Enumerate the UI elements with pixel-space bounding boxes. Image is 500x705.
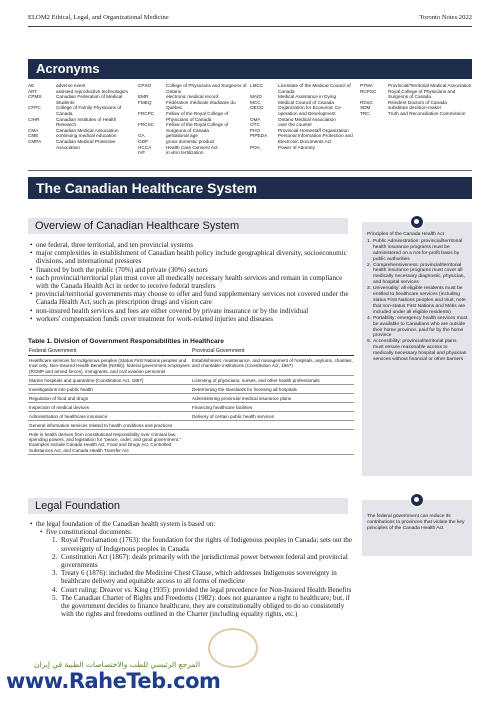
acronym-definition: College of Physicians and Surgeons of Ontario <box>166 83 247 94</box>
federal-note-sidebar <box>362 500 472 556</box>
acronym-definition: Royal College of Physicians and Surgeons of Canada <box>388 88 456 100</box>
acronym-row <box>138 111 248 122</box>
list-item: • each provincial/territorial plan must cover all medically necessary health services and remain in compliance with the Canada Health Act in order to receive federal transfers <box>30 274 356 290</box>
federal-cell: Healthcare services for Indigenous peoples (Status First Nations peoples and Inuit only. Non-Insured Health Benefits (NIHB)), federal government employees (RCMP and armed forces), immigrants, and civil aviation personnel <box>28 356 191 376</box>
acronym-abbr: RDoC <box>360 99 373 105</box>
federal-cell: Role in health derives from constitutional responsibility over criminal law, spending powers, and legislation for "peace, order, and good government." Examples include Canada Health Act, Food and Drugs Act, Controlled Substances Act, and Canada Health Transfer Act <box>28 430 191 455</box>
sidebar-principle-list <box>367 239 468 363</box>
acronym-definition: Medical Assistance in Dying <box>278 94 337 100</box>
acronym-definition: Fellow of the Royal College of Physicians of Canada <box>166 110 229 122</box>
acronym-abbr: CFPC <box>28 105 41 111</box>
watermark-arabic-text: المرجع الرئيسي للطب والاختصاصات الطبية في إيران <box>34 660 201 669</box>
acronym-definition: Licentiate of the Medical Council of Canada <box>278 83 351 94</box>
cha-principles-sidebar <box>362 222 472 476</box>
provincial-cell: Administering provincial medical insurance plans <box>191 394 354 403</box>
sidebar-principle <box>367 263 468 287</box>
acronym-abbr: AE <box>28 83 35 88</box>
responsibilities-table <box>28 348 354 455</box>
table-row <box>28 412 354 421</box>
provincial-cell <box>191 430 354 455</box>
acronym-abbr: FMEQ <box>138 99 152 105</box>
acronym-definition: Canadian Institutes of Health Research <box>56 116 117 128</box>
table-row <box>28 394 354 403</box>
acronym-abbr: CMPA <box>28 138 42 144</box>
acronym-definition: Truth and Reconciliation Commission <box>388 110 466 116</box>
acronym-column-3 <box>250 83 358 150</box>
acronym-row <box>250 133 358 144</box>
acronym-definition: Medical Council of Canada <box>278 99 335 105</box>
list-item <box>52 586 356 594</box>
principle-number: 5. <box>367 339 372 345</box>
acronym-row <box>360 111 472 117</box>
acronym-row <box>28 94 136 105</box>
legal-sub-list <box>36 528 356 618</box>
acronym-definition: Resident Doctors of Canada <box>388 99 447 105</box>
table-header-federal: Federal Government <box>28 348 191 356</box>
acronym-abbr: EMR <box>138 94 149 100</box>
list-item: • workers' compensation funds cover treatment for work-related injuries and diseases <box>30 315 356 323</box>
table-title: Table 1. Division of Government Responsibilities in Healthcare <box>28 338 224 345</box>
document-number: 1. <box>52 536 58 545</box>
acronym-row <box>250 145 358 151</box>
acronym-row <box>138 122 248 133</box>
watermark <box>6 660 236 700</box>
sidebar-principle <box>367 339 468 363</box>
acronym-abbr: IVF <box>138 150 146 156</box>
principle-text: Comprehensiveness: provincial/territorial health insurance programs must cover all medically necessary diagnostic, physician, and hospital services <box>373 262 465 286</box>
acronym-row <box>250 105 358 116</box>
acronym-definition: Canadian Medical Protective Association <box>56 138 116 150</box>
overview-bullet-list <box>30 241 356 323</box>
header-chapter: ELOM2 Ethical, Legal, and Organizational Medicine <box>28 14 169 21</box>
acronym-row <box>28 117 136 128</box>
provincial-cell: Financing healthcare facilities <box>191 403 354 412</box>
table-row <box>28 430 354 455</box>
document-text: Royal Proclamation (1763): the foundation for the rights of Indigenous peoples in Canada; sets out the sovereignty of Indigenous peoples in Canada <box>61 536 352 553</box>
federal-note-text: The federal government can reduce its contributions to provinces that violate the key principles of the Canada Health Act <box>367 514 465 531</box>
acronym-abbr: FRCPC <box>138 110 155 116</box>
list-item <box>52 553 356 569</box>
document-number: 5. <box>52 593 58 602</box>
acronym-abbr: LMCC <box>250 83 264 88</box>
document-number: 3. <box>52 569 58 578</box>
acronym-abbr: CPMS <box>28 94 42 100</box>
document-text: Court ruling: Dreaver vs. King (1935): provided the legal precedence for Non-Insured Health Benefits <box>61 585 352 594</box>
acronym-abbr: PTMA <box>360 83 374 88</box>
acronym-definition: assisted reproductive technologies <box>56 88 128 94</box>
acronym-column-2 <box>138 83 248 156</box>
document-text: The Canadian Charter of Rights and Freedoms (1982): does not guarantee a right to healthcare; but, if the government decides to finance healthcare, they are constitutionally obliged to do so consistently with the rights and freedoms outlined in the Charter (including equality rights, etc.) <box>61 593 350 619</box>
legal-heading: Legal Foundation <box>28 498 348 514</box>
acronym-abbr: ART <box>28 88 38 94</box>
table-row <box>28 403 354 412</box>
acronym-abbr: CPSO <box>138 83 152 88</box>
legal-sub-intro: five constitutional documents: <box>46 528 132 537</box>
acronym-column-1 <box>28 83 136 150</box>
table-row <box>28 356 354 376</box>
acronym-row <box>138 100 248 111</box>
document-number: 2. <box>52 552 58 561</box>
overview-heading: Overview of Canadian Healthcare System <box>28 218 348 234</box>
principle-number: 1. <box>367 238 372 244</box>
acronym-definition: electronic medical record <box>166 94 219 100</box>
sidebar-principle <box>367 286 468 316</box>
acronym-definition: Personal Information Protection and Electronic Documents Act <box>278 133 353 144</box>
acronym-abbr: HCCA <box>138 144 152 150</box>
list-item <box>52 594 356 619</box>
acronym-row <box>138 150 248 156</box>
acronym-definition: Canadian Medical Association <box>56 127 119 133</box>
federal-cell: General information services related to health conditions and practices <box>28 421 191 430</box>
principle-text: Accessibility: provincial/territorial plans must ensure reasonable access to medically necessary hospital and physician services without financial or other barriers <box>373 339 467 363</box>
acronym-abbr: GA <box>138 133 145 139</box>
list-item <box>52 536 356 552</box>
list-item: • non-insured health services and fees are either covered by private insurance or by the individual <box>30 307 356 315</box>
sidebar-principle <box>367 239 468 263</box>
info-badge-icon <box>410 493 424 507</box>
header-rule <box>28 26 472 27</box>
table-row <box>28 385 354 394</box>
sidebar-title: Principles of the Canada Health Act <box>367 232 444 237</box>
table-row <box>28 376 354 385</box>
table-header-provincial: Provincial Government <box>191 348 354 356</box>
legal-intro: the legal foundation of the Canadian health system is based on: <box>36 520 216 528</box>
acronym-abbr: PHO <box>250 127 261 133</box>
acronym-abbr: OMA <box>250 116 261 122</box>
list-item <box>30 520 356 618</box>
provincial-cell: Delivery of certain public health services <box>191 412 354 421</box>
list-item <box>40 528 356 618</box>
principle-text: Public Administration: provincial/territorial health insurance programs must be administered on a not-for-profit basis by public authorities <box>373 238 463 262</box>
principle-number: 3. <box>367 286 372 292</box>
acronym-abbr: OECD <box>250 105 264 111</box>
acronym-definition: Organization for Economic Co-operation and Development <box>278 105 343 116</box>
acronym-abbr: TRC <box>360 110 370 116</box>
acronym-row <box>250 83 358 94</box>
acronym-abbr: CMA <box>28 127 39 133</box>
acronym-definition: Fellow of the Royal College of Surgeons of Canada <box>166 122 229 133</box>
list-item: • provincial/territorial governments may choose to offer and fund supplementary services not covered under the Canada Health Act, such as prescription drugs and vision care <box>30 290 356 306</box>
acronym-abbr: FRCSC <box>138 122 155 128</box>
acronym-abbr: GDP <box>138 138 149 144</box>
acronym-row <box>28 105 136 116</box>
acronyms-block <box>28 79 472 171</box>
provincial-cell <box>191 421 354 430</box>
acronym-definition: Power of Attorney <box>278 144 315 150</box>
acronym-definition: adverse event <box>56 83 86 88</box>
federal-cell: Investigations into public health <box>28 385 191 394</box>
acronym-definition: gross domestic product <box>166 138 215 144</box>
sidebar-principle <box>367 316 468 340</box>
acronym-definition: Provincial Homestaff Organization <box>278 127 349 133</box>
acronym-definition: College of Family Physicians of Canada <box>56 105 122 116</box>
acronym-definition: Health Care Consent Act <box>166 144 218 150</box>
acronym-definition: in vitro fertilization <box>166 150 204 156</box>
acronym-row <box>360 89 472 100</box>
federal-cell: Administration of healthcare insurance <box>28 412 191 421</box>
acronym-definition: Provincial/Territorial Medical Association <box>388 83 472 88</box>
legal-bullet-list <box>30 520 356 618</box>
principle-text: Portability: emergency health services must be available to Canadians who are outside their home province, paid for by the home province <box>373 315 468 339</box>
federal-cell: Regulation of food and drugs <box>28 394 191 403</box>
watermark-url: www.RaheTeb.com <box>6 669 221 693</box>
acronym-definition: Canadian Federation of Medical Students <box>56 94 123 105</box>
acronym-abbr: POA <box>250 144 260 150</box>
acronym-column-4 <box>360 83 472 117</box>
acronym-definition: over the counter <box>278 122 312 128</box>
acronym-definition: gestational age <box>166 133 198 139</box>
acronym-abbr: OTC <box>250 122 260 128</box>
list-item: • major complexities in establishment of Canadian health policy include geographical diversity, socioeconomic divisions, and international pressures <box>30 249 356 265</box>
header-edition: Toronto Notes 2022 <box>419 14 472 21</box>
provincial-cell: Licensing of physicians, nurses, and other health professionals <box>191 376 354 385</box>
acronyms-banner: Acronyms <box>28 59 472 79</box>
acronym-definition: Ontario Medical Association <box>278 116 336 122</box>
acronym-abbr: RCPSC <box>360 88 377 94</box>
principle-number: 4. <box>367 315 372 321</box>
document-number: 4. <box>52 585 58 594</box>
acronym-definition: continuing medical education <box>56 133 117 139</box>
provincial-cell: Establishment, maintenance, and management of hospitals, asylums, charities, and charitable institutions (Constitution Act, 1867) <box>191 356 354 376</box>
document-text: Treaty 6 (1876): included the Medicine Chest Clause, which addresses Indigenous sovereignty in healthcare delivery and equitable access to all forms of medicine <box>61 569 337 586</box>
acronym-abbr: SDM <box>360 105 371 111</box>
table-header-row <box>28 348 354 356</box>
constitutional-document-list <box>46 536 356 618</box>
acronym-abbr: CIHR <box>28 116 40 122</box>
table-row <box>28 421 354 430</box>
list-item: • one federal, three territorial, and ten provincial systems <box>30 241 356 249</box>
acronym-row <box>138 83 248 94</box>
acronym-definition: substitute decision-maker <box>388 105 442 111</box>
acronym-abbr: CME <box>28 133 39 139</box>
system-banner: The Canadian Healthcare System <box>28 177 472 199</box>
acronym-abbr: MAID <box>250 94 262 100</box>
list-item: • financed by both the public (70%) and private (30%) sectors <box>30 266 356 274</box>
acronym-abbr: PIPEDA <box>250 133 268 139</box>
acronym-row <box>28 139 136 150</box>
federal-cell: Inspection of medical devices <box>28 403 191 412</box>
federal-cell: Marine hospitals and quarantine (Constitution Act, 1867) <box>28 376 191 385</box>
list-item <box>52 569 356 585</box>
provincial-cell: Determining the standards for licensing all hospitals <box>191 385 354 394</box>
acronym-definition: Fédération médicale étudiante du Québec <box>166 99 236 111</box>
principle-text: Universality: all eligible residents must be entitled to healthcare services (including status First Nations peoples and Inuit; note that non-status First Nations and Métis are included under all eligible residents) <box>373 286 466 315</box>
principle-number: 2. <box>367 262 372 268</box>
document-text: Constitution Act (1867): deals primarily with the jurisdictional power between federal and provincial governments <box>61 552 348 570</box>
acronym-abbr: MCC <box>250 99 261 105</box>
info-badge-icon <box>410 215 424 229</box>
page-header <box>28 14 472 26</box>
